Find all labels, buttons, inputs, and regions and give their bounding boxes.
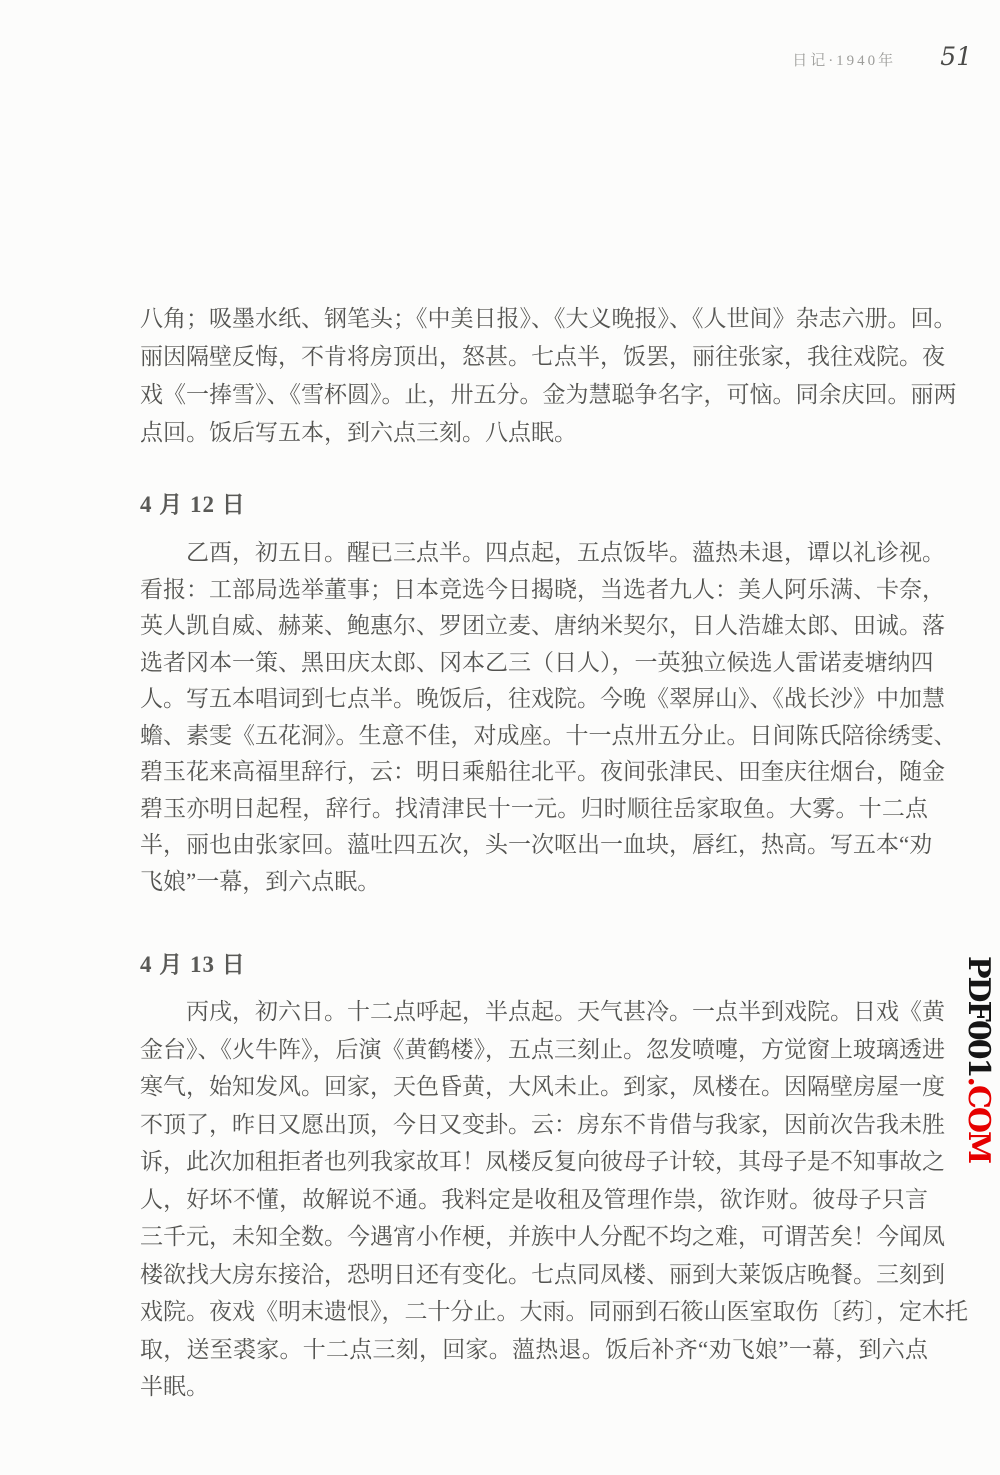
date-heading: 4 月 13 日 [140,952,246,977]
text-line: 点回。饭后写五本，到六点三刻。八点眠。 [140,420,577,445]
paragraph [140,993,968,1406]
text-line: 看报：工部局选举董事；日本竞选今日揭晓，当选者九人：美人阿乐满、卡奈， [140,576,945,602]
paragraph [140,300,957,452]
page-body [140,300,968,1406]
text-line: 寒气，始知发风。回家，天色昏黄，大风未止。到家，凤楼在。因隔壁房屋一度 [140,1074,945,1099]
watermark-text-red: .COM [961,1076,996,1163]
text-line: 飞娘”一幕，到六点眠。 [140,868,381,894]
paragraph [140,535,957,900]
page-number: 51 [940,42,972,71]
text-line: 戏《一捧雪》、《雪杯圆》。止，卅五分。金为慧聪争名字，可恼。同余庆回。丽两 [140,382,957,407]
text-line: 碧玉花来高福里辞行，云：明日乘船往北平。夜间张津民、田奎庆往烟台，随金 [140,759,945,784]
text-line: 丙戌，初六日。十二点呼起，半点起。天气甚冷。一点半到戏院。日戏《黄 [186,999,945,1024]
text-line: 半，丽也由张家回。薀吐四五次，头一次呕出一血块，唇红，热高。写五本“劝 [140,832,933,857]
text-line: 戏院。夜戏《明末遗恨》，二十分止。大雨。同丽到石筱山医室取伤〔药〕，定木托 [140,1299,968,1324]
text-line: 人。写五本唱词到七点半。晚饭后，往戏院。今晚《翠屏山》、《战长沙》中加慧 [140,686,945,711]
text-line: 英人凯自威、赫莱、鲍惠尔、罗团立麦、唐纳米契尔，日人浩雄太郎、田诚。落 [140,613,945,638]
watermark-text-black: PDF001 [961,956,996,1077]
running-title: 日记·1940年 [792,53,897,69]
text-line: 八角；吸墨水纸、钢笔头；《中美日报》、《大义晚报》、《人世间》杂志六册。回。 [140,306,957,331]
watermark [961,956,995,1162]
text-line: 碧玉亦明日起程，辞行。找清津民十一元。归时顺往岳家取鱼。大雾。十二点 [140,795,928,821]
text-line: 选者冈本一策、黑田庆太郎、冈本乙三（日人），一英独立候选人雷诺麦塘纳四 [140,649,934,675]
text-line: 金台》、《火牛阵》，后演《黄鹤楼》，五点三刻止。忽发喷嚏，方觉窗上玻璃透进 [140,1036,945,1062]
text-line: 诉，此次加租拒者也列我家故耳！凤楼反复向彼母子计较，其母子是不知事故之 [140,1149,945,1174]
text-line: 楼欲找大房东接洽，恐明日还有变化。七点同凤楼、丽到大莱饭店晚餐。三刻到 [140,1261,945,1287]
text-line: 三千元，未知全数。今遇宵小作梗，并族中人分配不均之难，可谓苦矣！今闻凤 [140,1224,945,1249]
running-header [792,42,972,71]
text-line: 乙酉，初五日。醒已三点半。四点起，五点饭毕。薀热未退，谭以礼诊视。 [186,540,945,565]
text-line: 丽因隔壁反悔，不肯将房顶出，怒甚。七点半，饭罢，丽往张家，我往戏院。夜 [140,344,945,369]
text-line: 人，好坏不懂，故解说不通。我料定是收租及管理作祟，欲诈财。彼母子只言 [140,1186,928,1212]
text-line: 蟾、素雯《五花洞》。生意不佳，对成座。十一点卅五分止。日间陈氏陪徐绣雯、 [140,722,957,748]
text-line: 不顶了，昨日又愿出顶，今日又变卦。云：房东不肯借与我家，因前次告我未胜 [140,1111,945,1137]
text-line: 取，送至裘家。十二点三刻，回家。薀热退。饭后补齐“劝飞娘”一幕，到六点 [140,1336,928,1362]
text-line: 半眠。 [140,1374,209,1399]
date-heading: 4 月 12 日 [140,492,246,517]
